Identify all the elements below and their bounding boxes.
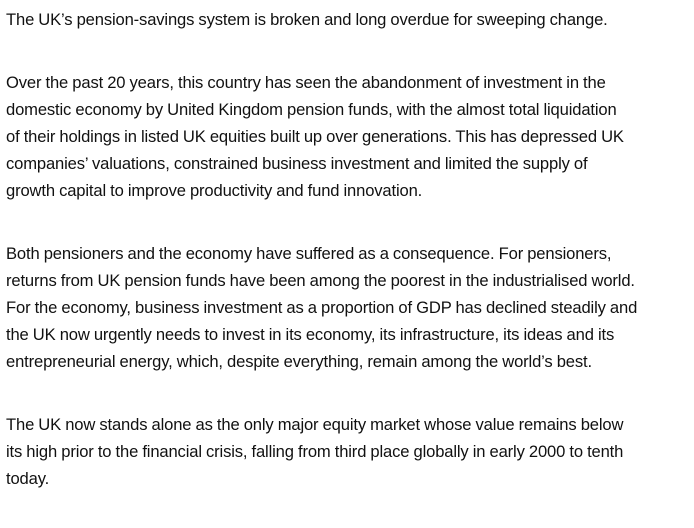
article-body bbox=[6, 6, 692, 528]
text-line: The UK now stands alone as the only major equity market whose value remains below bbox=[6, 415, 624, 434]
paragraph-intro bbox=[6, 6, 692, 33]
text-line: today. bbox=[6, 469, 50, 488]
text-line: domestic economy by United Kingdom pension funds, with the almost total liquidation bbox=[6, 100, 617, 119]
text-line: Both pensioners and the economy have suffered as a consequence. For pensioners, bbox=[6, 244, 612, 263]
paragraph-equity-market bbox=[6, 411, 692, 492]
text-line: returns from UK pension funds have been among the poorest in the industrialised world. bbox=[6, 271, 635, 290]
text-line: companies’ valuations, constrained business investment and limited the supply of bbox=[6, 154, 588, 173]
text-line: For the economy, business investment as a proportion of GDP has declined steadily and bbox=[6, 298, 638, 317]
text-line: The UK’s pension-savings system is broken and long overdue for sweeping change. bbox=[6, 10, 608, 29]
paragraph-investment bbox=[6, 69, 692, 204]
paragraph-consequences bbox=[6, 240, 692, 375]
text-line: Over the past 20 years, this country has seen the abandonment of investment in the bbox=[6, 73, 606, 92]
text-line: of their holdings in listed UK equities built up over generations. This has depressed UK bbox=[6, 127, 624, 146]
text-line: growth capital to improve productivity and fund innovation. bbox=[6, 181, 423, 200]
text-line: its high prior to the financial crisis, falling from third place globally in early 2000 to tenth bbox=[6, 442, 624, 461]
text-line: the UK now urgently needs to invest in its economy, its infrastructure, its ideas and its bbox=[6, 325, 615, 344]
text-line: entrepreneurial energy, which, despite everything, remain among the world’s best. bbox=[6, 352, 592, 371]
